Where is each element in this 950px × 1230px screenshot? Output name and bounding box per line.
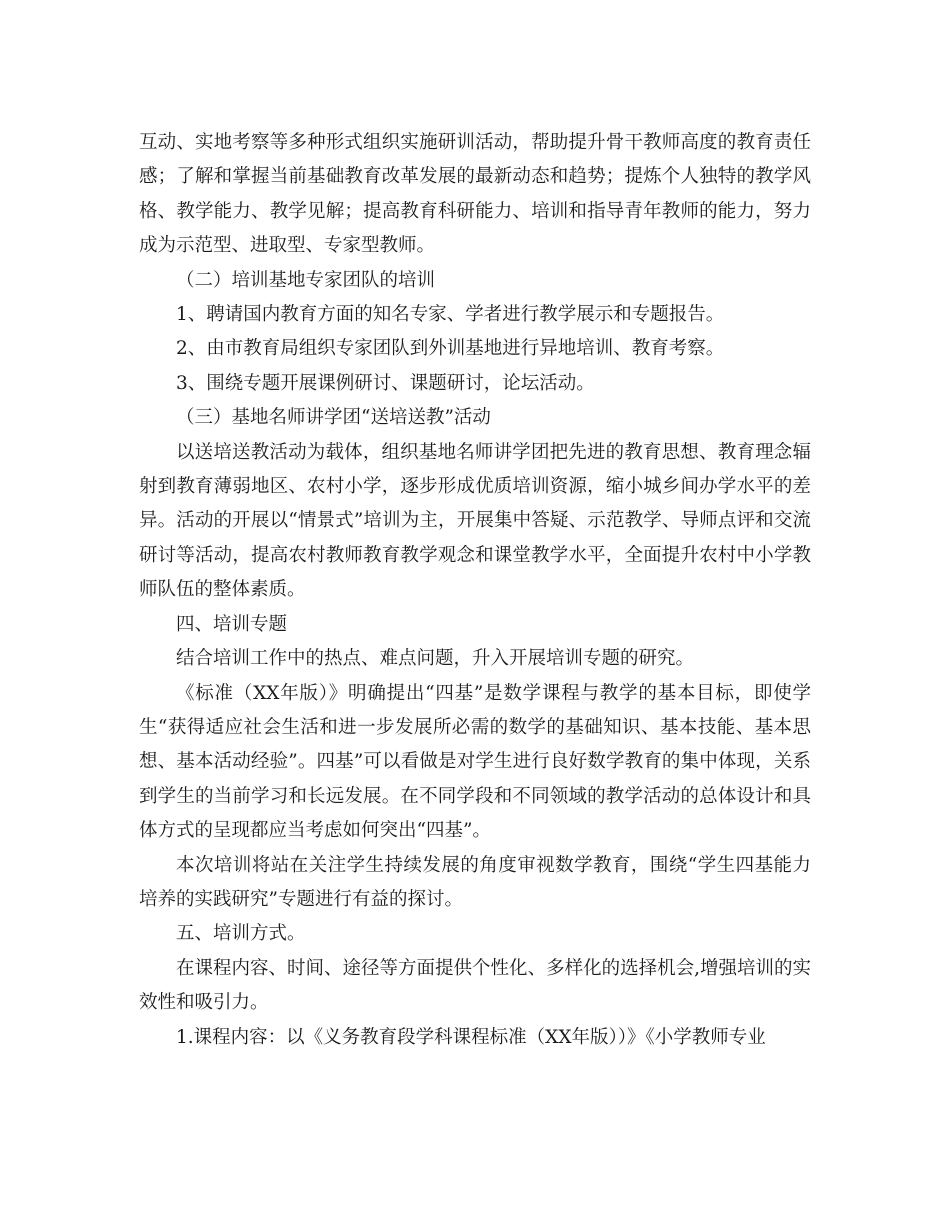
- section-heading-lecture-group: （三）基地名师讲学团“送培送教”活动: [176, 407, 491, 429]
- list-item-1: 1、聘请国内教育方面的知名专家、学者进行教学展示和专题报告。: [176, 304, 725, 326]
- list-item-3: 3、围绕专题开展课例研讨、课题研讨，论坛活动。: [176, 372, 595, 394]
- section-heading-training-methods: 五、培训方式。: [176, 923, 306, 945]
- paragraph-four-basics: 《标准（XX年版）》明确提出“四基”是数学课程与教学的基本目标，即使学生“获得适应社会生活和进一步发展所必需的数学的基础知识、基本技能、基本思想、基本活动经验”。四基”可以看做是对学生进行良好数学教育的集中体现，关系到学生的当前学习和长远发展。在不同学段和不同领域的教学活动的总体设计和具体方式的呈现都应当考虑如何突出“四基”。: [139, 682, 811, 842]
- paragraph-lecture-activity: 以送培送教活动为载体，组织基地名师讲学团把先进的教育思想、教育理念辐射到教育薄弱地区、农村小学，逐步形成优质培训资源，缩小城乡间办学水平的差异。活动的开展以“情景式”培训为主，开展集中答疑、示范教学、导师点评和交流研讨等活动，提高农村教师教育教学观念和课堂教学水平，全面提升农村中小学教师队伍的整体素质。: [139, 441, 811, 601]
- section-heading-expert-team: （二）培训基地专家团队的培训: [176, 269, 436, 291]
- list-item-2: 2、由市教育局组织专家团队到外训基地进行异地培训、教育考察。: [176, 338, 725, 360]
- paragraph-topics-intro: 结合培训工作中的热点、难点问题，升入开展培训专题的研究。: [176, 648, 695, 670]
- paragraph-methods-intro: 在课程内容、时间、途径等方面提供个性化、多样化的选择机会,增强培训的实效性和吸引力。: [139, 957, 811, 1014]
- document-body: [139, 126, 811, 1055]
- paragraph-continuation: 互动、实地考察等多种形式组织实施研训活动，帮助提升骨干教师高度的教育责任感；了解和掌握当前基础教育改革发展的最新动态和趋势；提炼个人独特的教学风格、教学能力、教学见解；提高教育科研能力、培训和指导青年教师的能力，努力成为示范型、进取型、专家型教师。: [139, 132, 811, 257]
- list-item-course-content: 1.课程内容：以《义务教育段学科课程标准（XX年版））》《小学教师专业: [176, 1026, 766, 1048]
- section-heading-training-topics: 四、培训专题: [176, 613, 288, 635]
- paragraph-training-focus: 本次培训将站在关注学生持续发展的角度审视数学教育，围绕“学生四基能力培养的实践研究”专题进行有益的探讨。: [139, 854, 811, 910]
